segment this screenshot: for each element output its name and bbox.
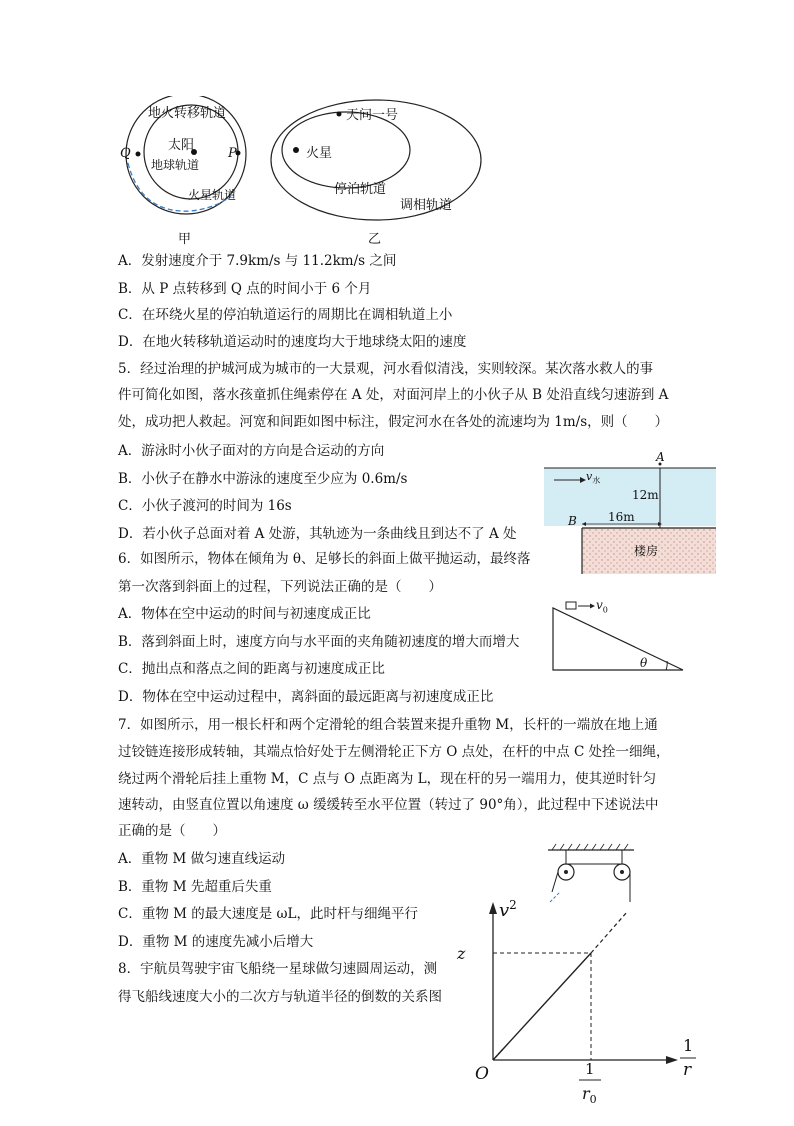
q6-option-a: A．物体在空中运动的时间与初速度成正比 xyxy=(118,606,371,622)
phasing-orbit-label: 调相轨道 xyxy=(400,198,453,213)
river-distance-label: 16m xyxy=(608,510,635,524)
q6-option-d: D．物体在空中运动过程中，离斜面的最远距离与初速度成正比 xyxy=(118,689,494,705)
river-point-b: B xyxy=(568,514,577,528)
origin-label: O xyxy=(475,1064,489,1084)
building-label: 楼房 xyxy=(634,544,659,558)
q6-stem-line-2: 第一次落到斜面上的过程，下列说法正确的是（ ） xyxy=(118,579,442,595)
q7-stem-line-4: 速转动，由竖直位置以角速度 ω 缓缓转至水平位置（转过了 90°角），此过程中下述说法中 xyxy=(118,797,659,813)
tianwen-dot xyxy=(337,112,342,117)
figure-yi xyxy=(264,98,484,246)
water-velocity-label xyxy=(586,470,600,486)
y-axis-symbol: v xyxy=(499,900,510,921)
tick-denominator-subscript: 0 xyxy=(589,1093,597,1107)
water-velocity-subscript: 水 xyxy=(592,476,601,486)
initial-velocity-symbol: v xyxy=(596,598,603,612)
river-width-label: 12m xyxy=(632,488,659,502)
q6-stem-line-1: 6．如图所示，物体在倾角为 θ、足够长的斜面上做平抛运动，最终落 xyxy=(118,551,531,567)
q5-stem-line-2: 件可简化如图，落水孩童抓住绳索停在 A 处，对面河岸上的小伙子从 B 处沿直线匀速游到 A xyxy=(118,387,669,403)
y-tick-label: z xyxy=(457,944,466,963)
q5-option-a: A．游泳时小伙子面对的方向是合运动的方向 xyxy=(118,443,385,459)
q8-stem-line-2: 得飞船线速度大小的二次方与轨道半径的倒数的关系图 xyxy=(118,989,442,1005)
tick-denominator-symbol: r xyxy=(582,1084,590,1103)
x-axis-numerator: 1 xyxy=(683,1036,694,1055)
q7-stem-line-2: 过铰链连接形成转轴，其端点恰好处于左侧滑轮正下方 O 点处，在杆的中点 C 处拴一细绳， xyxy=(118,744,670,760)
parking-orbit-label: 停泊轨道 xyxy=(334,182,387,197)
point-q-dot xyxy=(136,152,141,157)
q4-option-a: A．发射速度介于 7.9km/s 与 11.2km/s 之间 xyxy=(118,253,397,269)
tick-numerator: 1 xyxy=(585,1060,595,1078)
mars-label: 火星 xyxy=(306,146,333,161)
initial-velocity-label xyxy=(596,598,608,614)
incline-angle-label: θ xyxy=(640,656,648,670)
q7-stem-line-1: 7．如图所示，用一根长杆和两个定滑轮的组合装置来提升重物 M，长杆的一端放在地上通 xyxy=(118,717,658,733)
initial-velocity-subscript: 0 xyxy=(602,605,608,615)
earth-orbit-label: 地球轨道 xyxy=(151,158,200,172)
q7-option-a: A．重物 M 做匀速直线运动 xyxy=(118,851,286,867)
tick-denominator xyxy=(582,1084,597,1106)
data-line xyxy=(493,953,591,1060)
graph-canvas xyxy=(455,890,700,1122)
extension-line xyxy=(591,912,627,953)
incline-figure xyxy=(548,598,688,674)
q7-option-c: C．重物 M 的最大速度是 ωL，此时杆与细绳平行 xyxy=(118,906,418,922)
q5-stem-line-1: 5．经过治理的护城河成为城市的一大景观，河水看似清浅，实则较深。某次落水救人的事 xyxy=(118,361,654,377)
q8-stem-line-1: 8．宇航员驾驶宇宙飞船绕一星球做匀速圆周运动，测 xyxy=(118,961,438,977)
q5-option-d: D．若小伙子总面对着 A 处游，其轨迹为一条曲线且到达不了 A 处 xyxy=(118,526,517,542)
q7-option-d: D．重物 M 的速度先减小后增大 xyxy=(118,934,314,950)
q5-option-b: B．小伙子在静水中游泳的速度至少应为 0.6m/s xyxy=(118,471,408,487)
y-axis-label xyxy=(499,898,517,921)
q7-option-b: B．重物 M 先超重后失重 xyxy=(118,879,272,895)
q7-stem-line-3: 绕过两个滑轮后挂上重物 M，C 点与 O 点距离为 L，现在杆的另一端用力，使其逆时针匀 xyxy=(118,771,657,787)
q4-option-b: B．从 P 点转移到 Q 点的时间小于 6 个月 xyxy=(118,281,372,297)
water-velocity-symbol: v xyxy=(586,470,593,483)
caption-yi: 乙 xyxy=(368,232,382,247)
river-point-a: A xyxy=(656,450,665,464)
x-axis-denominator: r xyxy=(683,1060,692,1080)
q6-option-b: B．落到斜面上时，速度方向与水平面的夹角随初速度的增大而增大 xyxy=(118,634,520,650)
q4-option-c: C．在环绕火星的停泊轨道运行的周期比在调相轨道上小 xyxy=(118,307,453,323)
figure-jia xyxy=(116,96,256,246)
river-figure xyxy=(540,450,720,576)
caption-jia: 甲 xyxy=(178,232,192,247)
q5-stem-line-3: 处，成功把人救起。河宽和间距如图中标注，假定河水在各处的流速均为 1m/s，则（ ） xyxy=(118,414,669,430)
incline-diagram xyxy=(548,598,688,674)
q4-option-d: D．在地火转移轨道运动时的速度均大于地球绕太阳的速度 xyxy=(118,334,467,350)
mars-orbit-label: 火星轨道 xyxy=(188,188,237,202)
v2-vs-inverse-r-graph xyxy=(455,890,700,1122)
q5-option-c: C．小伙子渡河的时间为 16s xyxy=(118,498,292,514)
tianwen-label: 天问一号 xyxy=(346,108,399,123)
point-p-label: P xyxy=(228,146,237,161)
q7-stem-line-5: 正确的是（ ） xyxy=(118,823,226,839)
transfer-orbit-label: 地火转移轨道 xyxy=(148,106,227,121)
q6-option-c: C．抛出点和落点之间的距离与初速度成正比 xyxy=(118,661,385,677)
point-q-label: Q xyxy=(120,146,131,161)
mars-dot xyxy=(293,147,299,153)
sun-label: 太阳 xyxy=(168,138,195,153)
y-axis-superscript: 2 xyxy=(509,898,517,912)
